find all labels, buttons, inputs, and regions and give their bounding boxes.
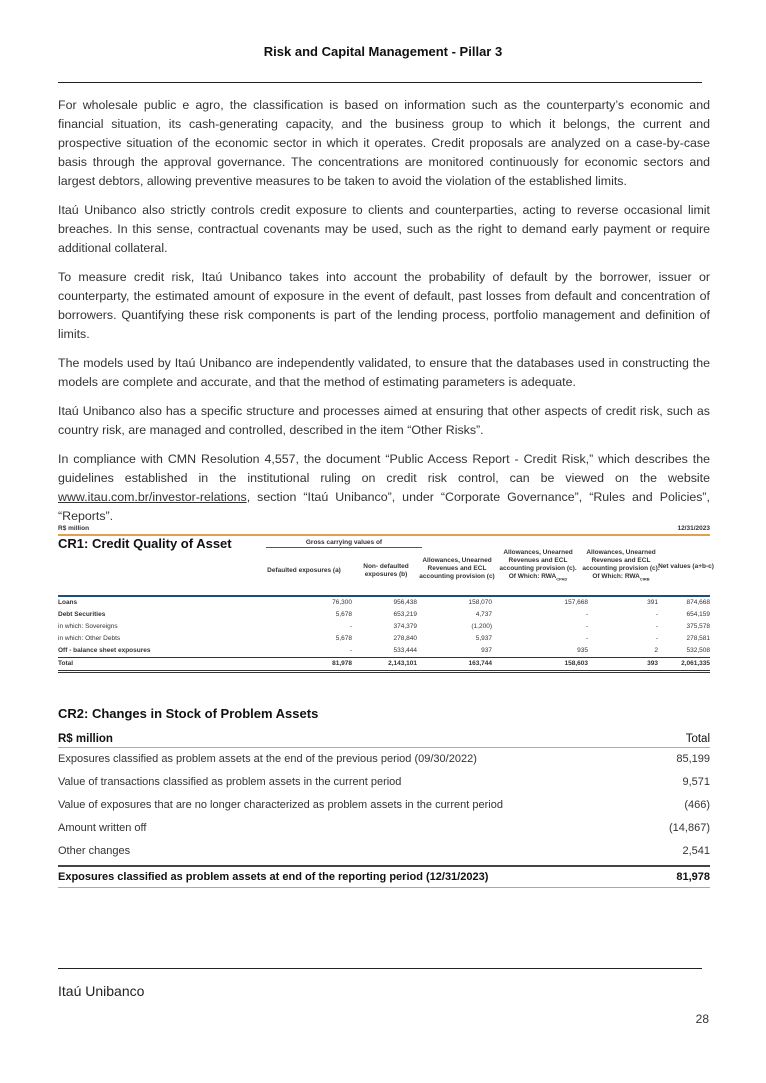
cr1-col-header: Allowances, Unearned Revenues and ECL accounting provision (c) [419,557,495,580]
paragraph: Itaú Unibanco also has a specific structure and processes aimed at ensuring that other aspects of credit risk, such as country risk, are managed and controlled, described in the item “Other Risks”. [58,404,710,437]
table-row [58,748,710,771]
page-number: 28 [695,1012,709,1026]
cell: 2,541 [682,845,710,857]
cell: 278,840 [393,635,417,642]
cell: - [349,647,352,654]
cell: 4,737 [475,611,492,618]
cell: (1,200) [471,623,492,630]
cell: - [655,611,658,618]
cell: - [349,623,352,630]
cr1-date: 12/31/2023 [677,525,710,532]
cell: 956,438 [393,599,417,606]
cell: 653,219 [393,611,417,618]
paragraph: To measure credit risk, Itaú Unibanco takes into account the probability of default by the borrower, issuer or counterparty, the estimated amount of exposure in the event of default, past losses from default and concentration of borrowers. Quantifying these risk components is part of the lending process, portfolio management and definition of limits. [58,270,710,341]
cell: 393 [647,660,658,667]
table-row [58,645,710,657]
row-label: Other changes [58,845,131,857]
cell: 2 [654,647,658,654]
cell: - [585,623,588,630]
row-label: Off - balance sheet exposures [58,647,151,654]
cr2-header-row [58,733,710,748]
investor-relations-link[interactable]: www.itau.com.br/investor-relations [58,490,247,504]
cell: 654,159 [686,611,710,618]
cell: 76,300 [332,599,352,606]
cr1-column-headers [58,549,714,591]
table-row [58,817,710,840]
row-label: Exposures classified as problem assets at the end of the previous period (09/30/2022) [58,753,477,765]
cr1-body [58,595,710,673]
header-divider [58,82,702,83]
cr1-col-header: Net values (a+b-c) [658,563,714,570]
cell: 935 [577,647,588,654]
paragraph: Itaú Unibanco also strictly controls credit exposure to clients and counterparties, acting to reverse occasional limit breaches. In this sense, contractual covenants may be used, such as the right to demand early payment or require additional collateral. [58,203,710,255]
cell: 391 [647,599,658,606]
paragraph-text: , section “Itaú Unibanco”, under “Corporate Governance”, “Rules and Policies”, “Reports”. [58,490,710,523]
cr1-col-header: Non- defaulted exposures (b) [363,563,409,578]
cell: 278,581 [686,635,710,642]
cell: - [585,635,588,642]
cell: 85,199 [676,753,710,765]
page-header-title: Risk and Capital Management - Pillar 3 [263,44,503,59]
cell: 158,603 [564,660,588,667]
cr1-col-header: Allowances, Unearned Revenues and ECL accounting provision (c). Of Which: $RWA_{CPAD}$ [499,549,577,582]
cr2-column-header: Total [685,733,710,745]
cell: 5,678 [335,635,352,642]
compliance-paragraph [58,450,710,526]
table-total-row [58,865,710,888]
cell: 81,978 [676,871,710,883]
cell: 163,744 [468,660,492,667]
row-label: Value of transactions classified as problem assets in the current period [58,776,402,788]
cell: - [655,623,658,630]
cell: (14,867) [669,822,710,834]
cell: 81,978 [332,660,352,667]
row-label: Exposures classified as problem assets at end of the reporting period (12/31/2023) [58,871,489,883]
paragraph: The models used by Itaú Unibanco are independently validated, to ensure that the databases used in constructing the models are complete and accurate, and that the method of estimating parameters is adequate. [58,356,710,389]
row-label: Debt Securities [58,611,106,618]
cell: 937 [481,647,492,654]
cr1-header-row [58,525,710,536]
cell: 2,061,335 [681,660,710,667]
row-label: Amount written off [58,822,147,834]
cell: 374,379 [393,623,417,630]
cell: - [655,635,658,642]
body-text [58,96,710,557]
cell: (466) [684,799,710,811]
cell: 375,578 [686,623,710,630]
row-label: in which: Other Debts [58,635,121,642]
cell: 533,444 [393,647,417,654]
row-label: Loans [58,599,78,606]
paragraph: For wholesale public e agro, the classification is based on information such as the counterparty’s economic and financial situation, its cash-generating capacity, and the business group to which it belongs, the current and prospective situation of the economic sector in which it operates. Credit proposals are analyzed on a case-by-case basis through the approval governance. The concentrations are monitored continuously for economic sectors and largest debtors, allowing preventive measures to be taken to avoid the violation of the established limits. [58,98,710,188]
paragraph-text: In compliance with CMN Resolution 4,557, the document “Public Access Report - Credit Risk,” which describes the guidelines established in the institutional ruling on credit risk control, can be viewed on the website [58,452,710,485]
footer-divider [58,968,702,969]
cell: 532,508 [686,647,710,654]
cell: 5,937 [475,635,492,642]
table-row [58,794,710,817]
cr1-title: CR1: Credit Quality of Asset [58,536,232,551]
cr2-table [58,706,710,888]
table-row [58,633,710,645]
table-row [58,621,710,633]
table-row [58,771,710,794]
cr1-unit: R$ million [58,525,90,532]
table-row [58,609,710,621]
cr1-group-header: Gross carrying values of [266,539,422,548]
cell: 2,143,101 [388,660,417,667]
cell: 158,070 [468,599,492,606]
row-label: in which: Sovereigns [58,623,118,630]
cell: - [585,611,588,618]
cell: 5,678 [335,611,352,618]
table-row [58,597,710,609]
footer-brand: Itaú Unibanco [58,983,145,999]
table-total-row [58,657,710,673]
row-label: Total [58,660,74,667]
cr1-col-header: Defaulted exposures (a) [267,567,341,574]
cell: 9,571 [682,776,710,788]
cell: 157,668 [564,599,588,606]
cr2-title: CR2: Changes in Stock of Problem Assets [58,706,319,721]
cell: 874,668 [686,599,710,606]
cr1-col-header: Allowances, Unearned Revenues and ECL accounting provision (c). Of Which: $RWA_{CIRB}$ [582,549,660,582]
row-label: Value of exposures that are no longer characterized as problem assets in the current period [58,799,503,811]
table-row [58,840,710,863]
cr2-unit: R$ million [58,733,113,745]
